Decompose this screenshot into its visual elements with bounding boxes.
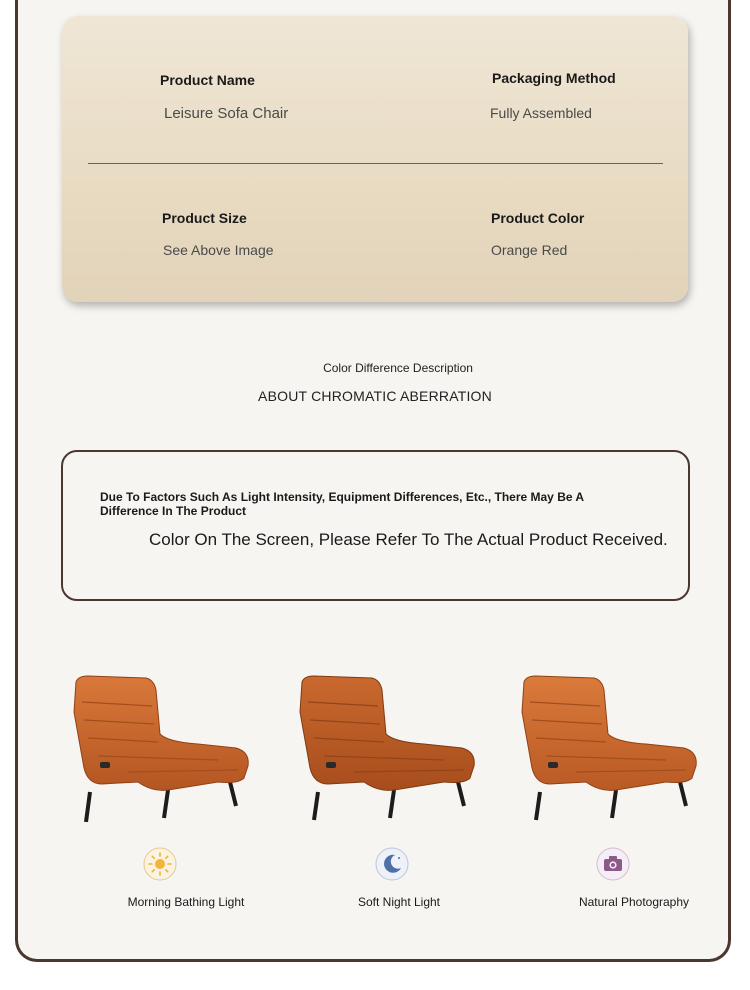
notice-line-2: Color On The Screen, Please Refer To The Actual Product Received. (149, 530, 668, 549)
chair-image-morning (68, 672, 254, 822)
aberration-subtitle: Color Difference Description (323, 361, 473, 375)
packaging-method-label: Packaging Method (492, 70, 616, 86)
lighting-label-night: Soft Night Light (357, 895, 441, 909)
product-size-label: Product Size (162, 210, 247, 226)
sun-icon (143, 847, 177, 881)
product-spec-card (62, 16, 688, 302)
moon-icon (375, 847, 409, 881)
camera-icon (596, 847, 630, 881)
chair-image-natural (516, 672, 702, 822)
aberration-title: ABOUT CHROMATIC ABERRATION (258, 388, 492, 404)
product-size-value: See Above Image (163, 242, 274, 258)
lighting-label-natural: Natural Photography (578, 895, 690, 909)
spec-divider (88, 163, 663, 164)
chair-image-night (294, 672, 480, 822)
lighting-label-morning: Morning Bathing Light (127, 895, 245, 909)
product-name-value: Leisure Sofa Chair (164, 105, 289, 122)
product-color-value: Orange Red (491, 242, 568, 258)
chromatic-notice-box (61, 450, 690, 601)
notice-line-1: Due To Factors Such As Light Intensity, Equipment Differences, Etc., There May Be A Difference In The Product (100, 490, 584, 518)
product-name-label: Product Name (160, 72, 255, 88)
product-color-label: Product Color (491, 210, 585, 226)
packaging-method-value: Fully Assembled (490, 105, 592, 121)
